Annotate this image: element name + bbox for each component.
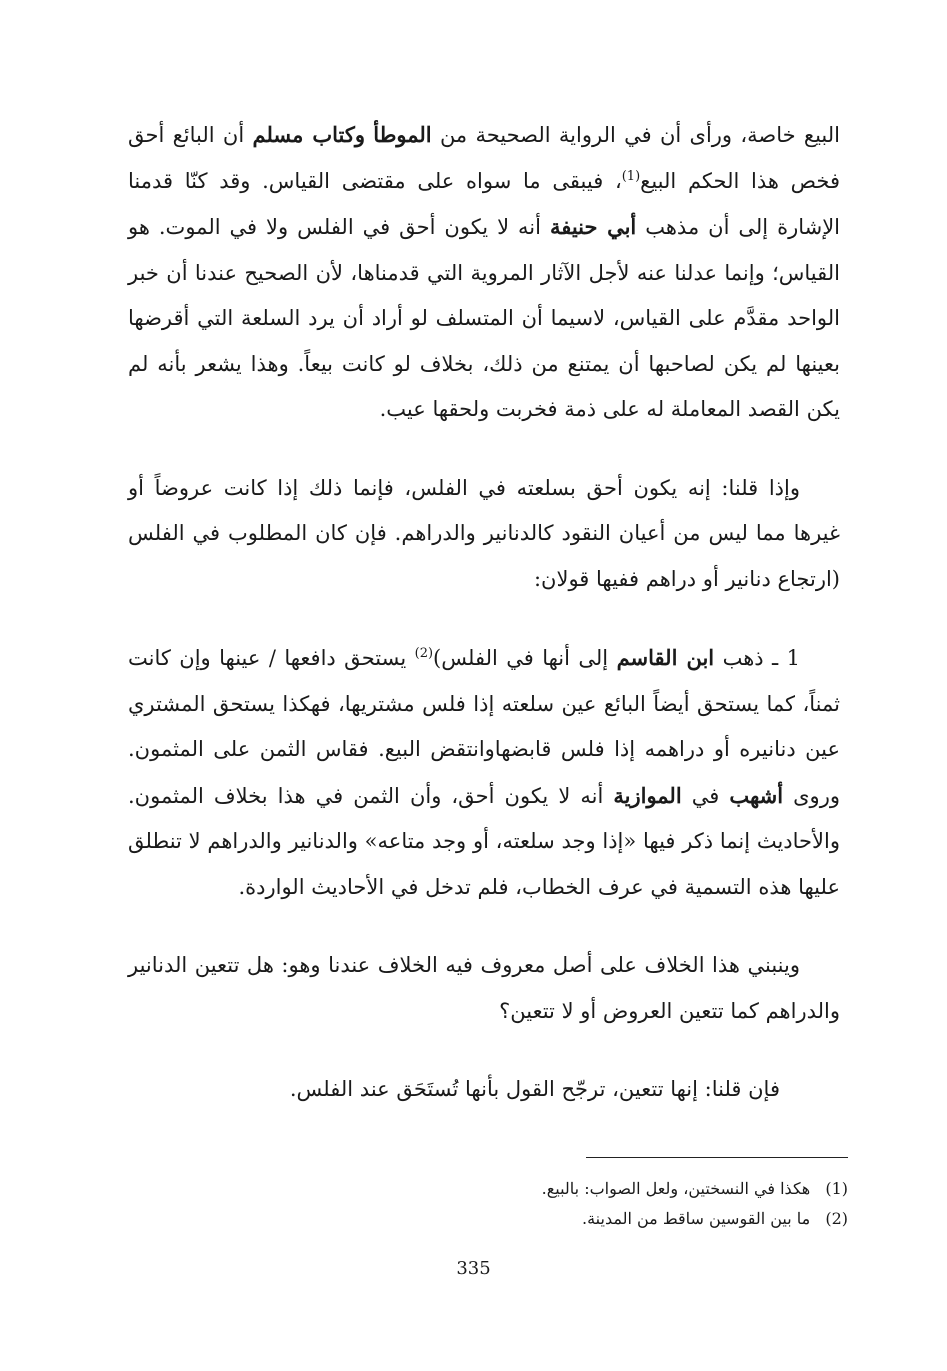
footnote-text: ما بين القوسين ساقط من المدينة. [582,1209,811,1228]
footnotes [420,1174,848,1234]
footnote-marker: (2) [414,646,434,661]
footnote-text: هكذا في النسختين، ولعل الصواب: بالبيع. [541,1179,811,1198]
page-number: 335 [456,1258,491,1279]
bold-term: ابن القاسم [616,645,715,670]
footnote-divider [586,1157,848,1158]
paragraph-1 [128,112,840,433]
bold-term: أبي حنيفة [549,214,637,239]
footnote-marker: (1) [621,168,641,184]
paragraph-2 [128,466,840,603]
bold-term: الموازية [613,782,682,808]
bold-term: أشهب [729,782,784,808]
footnote-2 [420,1204,848,1234]
text-run: أنه لا يكون أحق في الفلس ولا في الموت. هو القياس؛ وإنما عدلنا عنه لأجل الآثار المروية التي قدمناها، لأن الصحيح عندنا أن خبر الواحد مقدَّم على القياس، لاسيما أن المتسلف لو أراد أن يرد السلعة التي أقرضها بعينها لم يكن لصاحبها أن يمتنع من ذلك، بخلاف لو كانت بيعاً. وهذا يشعر بأنه لم يكن القصد المعاملة له على ذمة فخربت ولحقها عيب. [128,215,840,421]
footnote-number: (2) [825,1209,848,1228]
main-text [128,112,840,1113]
text-run: أن البائع أحق فخص هذا الحكم البيع [128,123,840,193]
footnote-number: (1) [825,1179,848,1198]
text-run: أنه لا يكون أحق، وأن الثمن في هذا بخلاف المثمون. والأحاديث إنما ذكر فيها «إذا وجد سلعته، أو وجد متاعه» والدنانير والدراهم لا تنطلق عليها هذه التسمية في عرف الخطاب، فلم تدخل في الأحاديث الواردة. [128,783,840,899]
text-run: 1 ـ ذهب [714,646,800,670]
paragraph-3 [128,635,840,910]
footnote-1 [420,1174,848,1204]
text-run: وإذا قلنا: إنه يكون أحق بسلعته في الفلس، فإنما ذلك إذا كانت عروضاً أو غيرها مما ليس من أعيان النقود كالدنانير والدراهم. فإن كان المطلوب في الفلس (ارتجاع دنانير أو دراهم ففيها قولان: [128,475,840,591]
text-run: فإن قلنا: إنها تتعين، ترجّح القول بأنها تُستَحَق عند الفلس. [289,1077,780,1101]
text-run: وينبني هذا الخلاف على أصل معروف فيه الخلاف عندنا وهو: هل تتعين الدنانير والدراهم كما تتعين العروض أو لا تتعين؟ [128,953,840,1023]
text-run: ، فيبقى ما سواه على مقتضى القياس. وقد كنّا قدمنا الإشارة إلى أن مذهب [128,168,841,239]
text-run: في [681,783,730,808]
text-run: يستحق دافعها / عينها وإن كانت ثمناً، كما يستحق أيضاً البائع عين سلعته إذا فلس مشتريها، فهكذا يستحق المشتري عين دنانيره أو دراهمه إذا فلس قابضهاوانتقض البيع. فقاس الثمن على المثمون. وروى [128,646,840,808]
bold-term: الموطأ [373,122,432,147]
text-run: إلى أنها في الفلس) [433,646,617,670]
text-run: البيع خاصة، ورأى أن في الرواية الصحيحة من [431,123,841,147]
paragraph-5 [128,1067,840,1113]
paragraph-4 [128,943,840,1034]
bold-term: وكتاب مسلم [252,122,365,147]
